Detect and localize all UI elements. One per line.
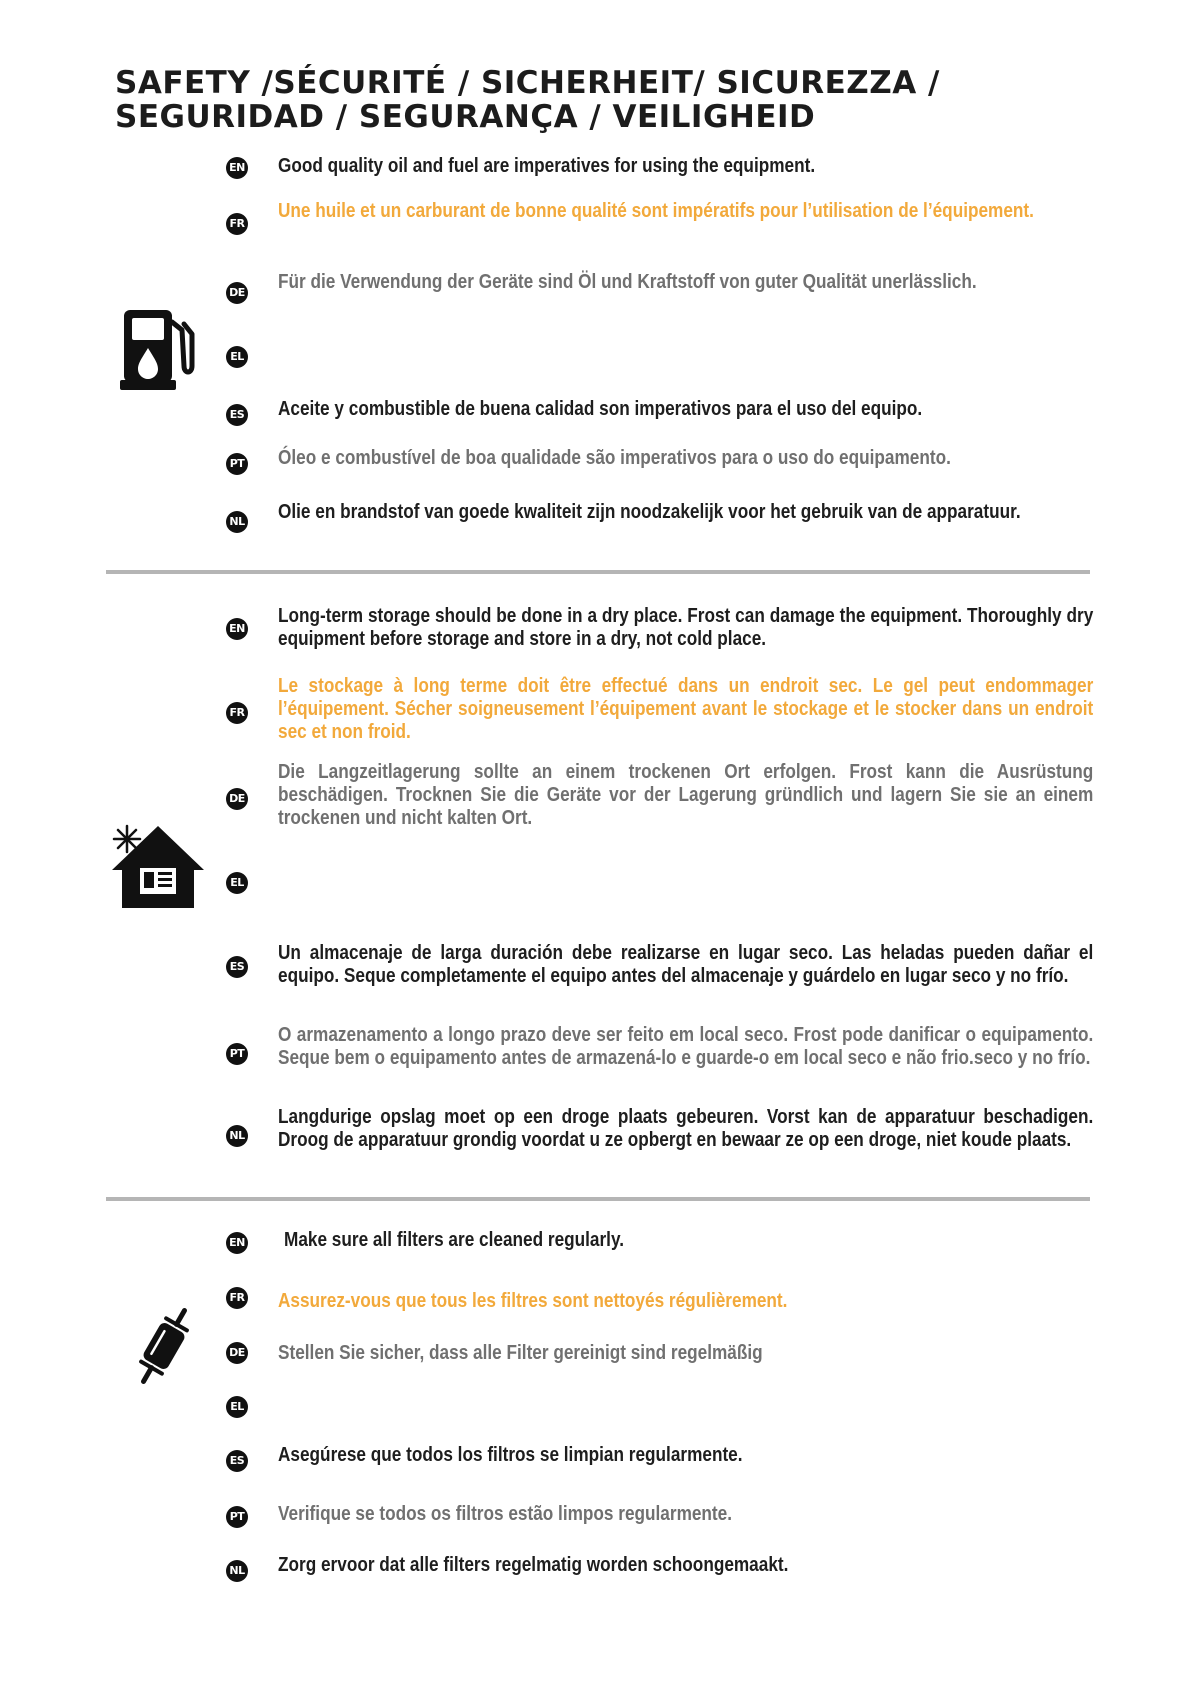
fuel-pump-icon (118, 308, 198, 392)
lang-badge-es: ES (226, 1450, 248, 1472)
text-pt: Óleo e combustível de boa qualidade são imperativos para o uso do equipamento. (278, 447, 951, 469)
text-de: Die Langzeitlagerung sollte an einem trockenen Ort erfolgen. Frost kann die Ausrüstung beschädigen. Trocknen Sie die Geräte vor der Lagerung gründlich und lagern Sie sie an einem trockenen und nicht kalten Ort. (278, 761, 1094, 829)
text-nl: Zorg ervoor dat alle filters regelmatig worden schoongemaakt. (278, 1554, 789, 1576)
text-en: Long-term storage should be done in a dry place. Frost can damage the equipment. Thoroughly dry equipment before storage and store in a dry, not cold place. (278, 605, 1094, 650)
text-nl: Langdurige opslag moet op een droge plaats gebeuren. Vorst kan de apparatuur beschadigen. Droog de apparatuur grondig voordat u ze opbergt en bewaar ze op een droge, niet koude plaats. (278, 1106, 1094, 1151)
text-fr: Assurez-vous que tous les filtres sont nettoyés régulièrement. (278, 1290, 788, 1312)
section-divider-1 (106, 570, 1090, 574)
page-title (115, 66, 1115, 134)
lang-badge-de: DE (226, 1342, 248, 1364)
lang-badge-nl: NL (226, 1560, 248, 1582)
text-es: Aceite y combustible de buena calidad son imperativos para el uso del equipo. (278, 398, 923, 420)
text-fr: Le stockage à long terme doit être effectué dans un endroit sec. Le gel peut endommager l’équipement. Sécher soigneusement l’équipement avant le stockage et le stocker dans un endroit sec et non froid. (278, 675, 1094, 743)
title-line-2: SEGURIDAD / SEGURANÇA / VEILIGHEID (115, 99, 816, 135)
section-divider-2 (106, 1197, 1090, 1201)
text-de: Für die Verwendung der Geräte sind Öl und Kraftstoff von guter Qualität unerlässlich. (278, 271, 977, 293)
lang-badge-pt: PT (226, 1506, 248, 1528)
text-pt: Verifique se todos os filtros estão limpos regularmente. (278, 1503, 733, 1525)
lang-badge-nl: NL (226, 511, 248, 533)
frost-house-icon (108, 822, 208, 910)
text-en: Good quality oil and fuel are imperatives for using the equipment. (278, 155, 816, 177)
text-pt: O armazenamento a longo prazo deve ser feito em local seco. Frost pode danificar o equipamento. Seque bem o equipamento antes de armazená-lo e guarde-o em local seco e não frio.seco y no frío. (278, 1024, 1094, 1069)
lang-badge-en: EN (226, 157, 248, 179)
text-es: Asegúrese que todos los filtros se limpian regularmente. (278, 1444, 743, 1466)
lang-badge-fr: FR (226, 702, 248, 724)
text-de: Stellen Sie sicher, dass alle Filter gereinigt sind regelmäßig (278, 1342, 763, 1364)
lang-badge-el: EL (226, 1396, 248, 1418)
lang-badge-fr: FR (226, 213, 248, 235)
lang-badge-es: ES (226, 404, 248, 426)
fuel-filter-icon (128, 1305, 200, 1387)
text-nl: Olie en brandstof van goede kwaliteit zijn noodzakelijk voor het gebruik van de apparatuur. (278, 501, 1021, 523)
lang-badge-el: EL (226, 346, 248, 368)
lang-badge-fr: FR (226, 1287, 248, 1309)
lang-badge-de: DE (226, 788, 248, 810)
title-line-1: SAFETY /SÉCURITÉ / SICHERHEIT/ SICUREZZA / (115, 65, 940, 101)
text-en: Make sure all filters are cleaned regularly. (284, 1229, 625, 1251)
text-fr: Une huile et un carburant de bonne qualité sont impératifs pour l’utilisation de l’équipement. (278, 200, 1034, 222)
lang-badge-es: ES (226, 956, 248, 978)
lang-badge-nl: NL (226, 1125, 248, 1147)
lang-badge-en: EN (226, 1232, 248, 1254)
lang-badge-pt: PT (226, 1043, 248, 1065)
lang-badge-el: EL (226, 872, 248, 894)
lang-badge-pt: PT (226, 453, 248, 475)
lang-badge-de: DE (226, 282, 248, 304)
lang-badge-en: EN (226, 618, 248, 640)
text-es: Un almacenaje de larga duración debe realizarse en lugar seco. Las heladas pueden dañar el equipo. Seque completamente el equipo antes del almacenaje y guárdelo en lugar seco y no frío. (278, 942, 1094, 987)
